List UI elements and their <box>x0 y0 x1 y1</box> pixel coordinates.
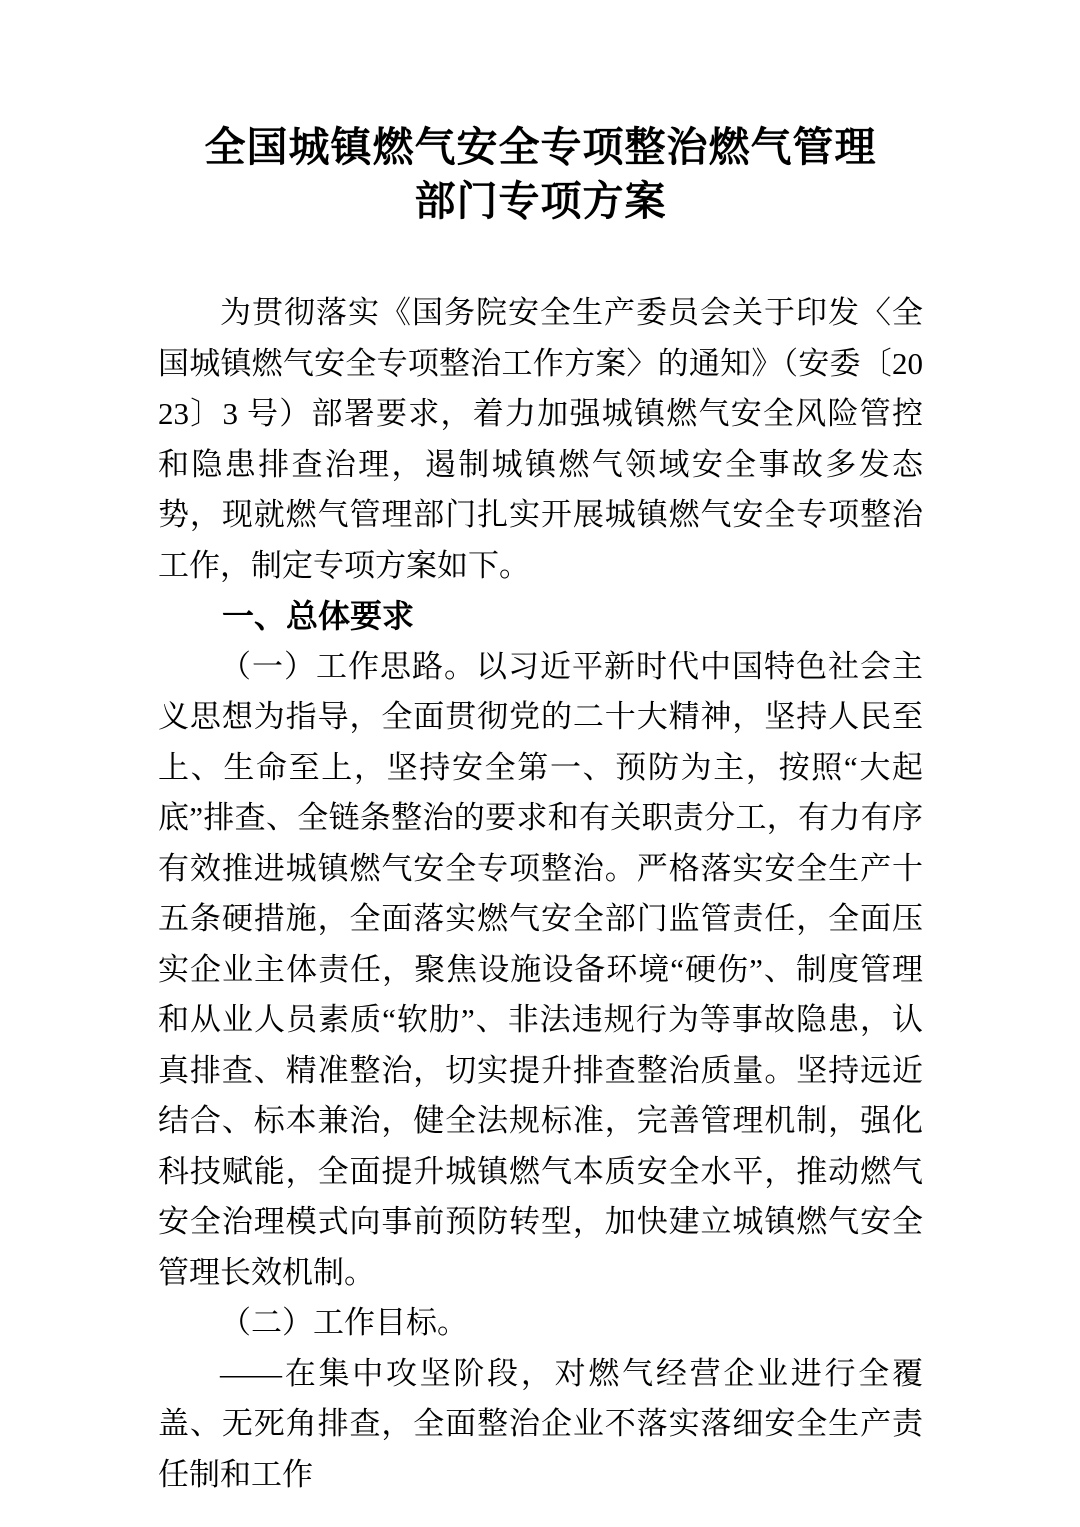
paragraph-goal-item-concentrated-phase: ——在集中攻坚阶段，对燃气经营企业进行全覆盖、无死角排查，全面整治企业不落实落细安全生产责任制和工作 <box>158 1355 923 1492</box>
document-title-line1: 全国城镇燃气安全专项整治燃气管理 <box>204 124 877 170</box>
paragraph-work-approach <box>158 642 923 1299</box>
document-title <box>158 120 923 228</box>
document-title-line2: 部门专项方案 <box>414 178 667 224</box>
paragraph-text-work-approach: 以习近平新时代中国特色社会主义思想为指导，全面贯彻党的二十大精神，坚持人民至上、生命至上，坚持安全第一、预防为主，按照“大起底”排查、全链条整治的要求和有关职责分工，有力有序有效推进城镇燃气安全专项整治。严格落实安全生产十五条硬措施，全面落实燃气安全部门监管责任，全面压实企业主体责任，聚焦设施设备环境“硬伤”、制度管理和从业人员素质“软肋”、非法违规行为等事故隐患，认真排查、精准整治，切实提升排查整治质量。坚持远近结合、标本兼治，健全法规标准，完善管理机制，强化科技赋能，全面提升城镇燃气本质安全水平，推动燃气安全治理模式向事前预防转型，加快建立城镇燃气安全管理长效机制。 <box>158 648 923 1290</box>
section-heading-overall-requirements: 一、总体要求 <box>222 598 415 634</box>
paragraph-work-goals <box>158 1298 923 1349</box>
paragraph-lead-work-approach: （一）工作思路。 <box>220 648 476 684</box>
paragraph-lead-work-goals: （二）工作目标。 <box>220 1305 468 1340</box>
paragraph-intro: 为贯彻落实《国务院安全生产委员会关于印发〈全国城镇燃气安全专项整治工作方案〉的通知》（安委〔2023〕3 号）部署要求，着力加强城镇燃气安全风险管控和隐患排查治理，遏制城镇燃气领域安全事故多发态势，现就燃气管理部门扎实开展城镇燃气安全专项整治工作，制定专项方案如下。 <box>158 295 923 583</box>
